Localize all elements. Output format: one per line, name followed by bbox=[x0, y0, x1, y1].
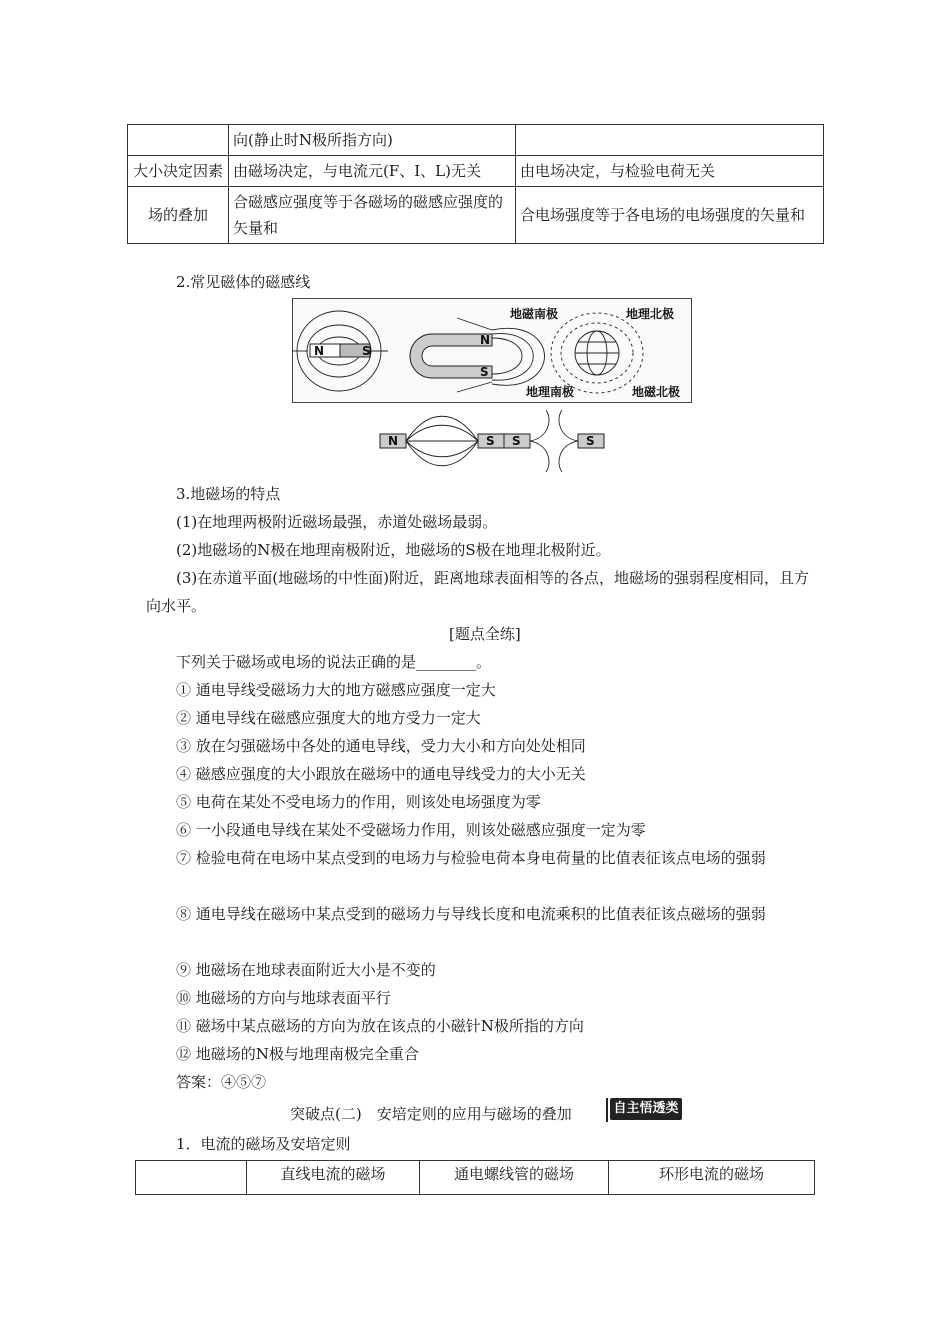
option-item: ① 通电导线受磁场力大的地方磁感应强度一定大 bbox=[176, 681, 496, 699]
s-pole-label: S bbox=[512, 434, 521, 448]
table-cell: 由电场决定，与检验电荷无关 bbox=[516, 156, 824, 187]
practice-title: [题点全练] bbox=[449, 625, 521, 643]
option-item: ⑦ 检验电荷在电场中某点受到的电场力与检验电荷本身电荷量的比值表征该点电场的强弱 bbox=[176, 849, 766, 867]
breakthrough-title: 突破点(二) 安培定则的应用与磁场的叠加 bbox=[290, 1105, 572, 1123]
geo-north-mag-label: 地磁北极 bbox=[632, 385, 681, 399]
option-item: ⑧ 通电导线在磁场中某点受到的磁场力与导线长度和电流乘积的比值表征该点磁场的强弱 bbox=[176, 905, 766, 923]
table-cell bbox=[516, 125, 824, 156]
table-row bbox=[128, 125, 824, 156]
category-badge: 自主悟透类 bbox=[610, 1098, 682, 1120]
table-cell bbox=[128, 125, 229, 156]
geo-north-label: 地理北极 bbox=[626, 307, 675, 321]
table-cell: 合磁感应强度等于各磁场的磁感应强度的矢量和 bbox=[229, 187, 516, 244]
option-item: ⑫ 地磁场的N极与地理南极完全重合 bbox=[176, 1045, 419, 1063]
n-pole-label: N bbox=[480, 333, 491, 347]
geo-south-label: 地理南极 bbox=[526, 385, 575, 399]
table-cell: 向(静止时N极所指方向) bbox=[229, 125, 516, 156]
s-s-field-diagram bbox=[504, 410, 604, 472]
option-item: ③ 放在匀强磁场中各处的通电导线，受力大小和方向处处相同 bbox=[176, 737, 586, 755]
s-pole-label: S bbox=[480, 365, 489, 379]
table-row bbox=[128, 187, 824, 244]
list-item: (3)在赤道平面(地磁场的中性面)附近，距离地球表面相等的各点，地磁场的强弱程度相同，且方向水平。 bbox=[146, 569, 809, 615]
option-item: ⑤ 电荷在某处不受电场力的作用，则该处电场强度为零 bbox=[176, 793, 541, 811]
s-pole-label: S bbox=[486, 434, 495, 448]
table-row bbox=[128, 156, 824, 187]
answer-text: 答案：④⑤⑦ bbox=[176, 1073, 267, 1091]
list-item: (2)地磁场的N极在地理南极附近，地磁场的S极在地理北极附近。 bbox=[176, 541, 611, 559]
n-s-field-diagram bbox=[380, 416, 504, 466]
option-item: ⑩ 地磁场的方向与地球表面平行 bbox=[176, 989, 391, 1007]
option-item: ④ 磁感应强度的大小跟放在磁场中的通电导线受力的大小无关 bbox=[176, 765, 586, 783]
table-header-cell: 直线电流的磁场 bbox=[247, 1161, 420, 1195]
pole-pair-figure bbox=[378, 410, 608, 472]
question-text: 下列关于磁场或电场的说法正确的是________。 bbox=[176, 653, 492, 671]
option-item: ② 通电导线在磁感应强度大的地方受力一定大 bbox=[176, 709, 481, 727]
table-header-cell: 环形电流的磁场 bbox=[609, 1161, 815, 1195]
geo-south-mag-label: 地磁南极 bbox=[510, 307, 559, 321]
comparison-table bbox=[127, 124, 824, 244]
section-heading: 2.常见磁体的磁感线 bbox=[176, 273, 311, 291]
badge-divider bbox=[606, 1098, 608, 1122]
s-pole-label: S bbox=[362, 344, 371, 358]
magnet-field-figure bbox=[292, 298, 692, 404]
table-cell: 场的叠加 bbox=[128, 187, 229, 244]
n-pole-label: N bbox=[314, 344, 325, 358]
option-item: ⑪ 磁场中某点磁场的方向为放在该点的小磁针N极所指的方向 bbox=[176, 1017, 584, 1035]
table-header-cell bbox=[136, 1161, 247, 1195]
option-item: ⑨ 地磁场在地球表面附近大小是不变的 bbox=[176, 961, 436, 979]
table-cell: 大小决定因素 bbox=[128, 156, 229, 187]
s-pole-label: S bbox=[586, 434, 595, 448]
section-heading: 3.地磁场的特点 bbox=[176, 485, 281, 503]
current-field-table bbox=[135, 1160, 815, 1195]
option-item: ⑥ 一小段通电导线在某处不受磁场力作用，则该处磁感应强度一定为零 bbox=[176, 821, 646, 839]
table-cell: 合电场强度等于各电场的电场强度的矢量和 bbox=[516, 187, 824, 244]
table-cell: 由磁场决定，与电流元(F、I、L)无关 bbox=[229, 156, 516, 187]
table-row bbox=[136, 1161, 815, 1195]
subsection-heading: 1．电流的磁场及安培定则 bbox=[176, 1135, 351, 1153]
n-pole-label: N bbox=[388, 434, 399, 448]
list-item: (1)在地理两极附近磁场最强，赤道处磁场最弱。 bbox=[176, 513, 498, 531]
table-header-cell: 通电螺线管的磁场 bbox=[420, 1161, 609, 1195]
